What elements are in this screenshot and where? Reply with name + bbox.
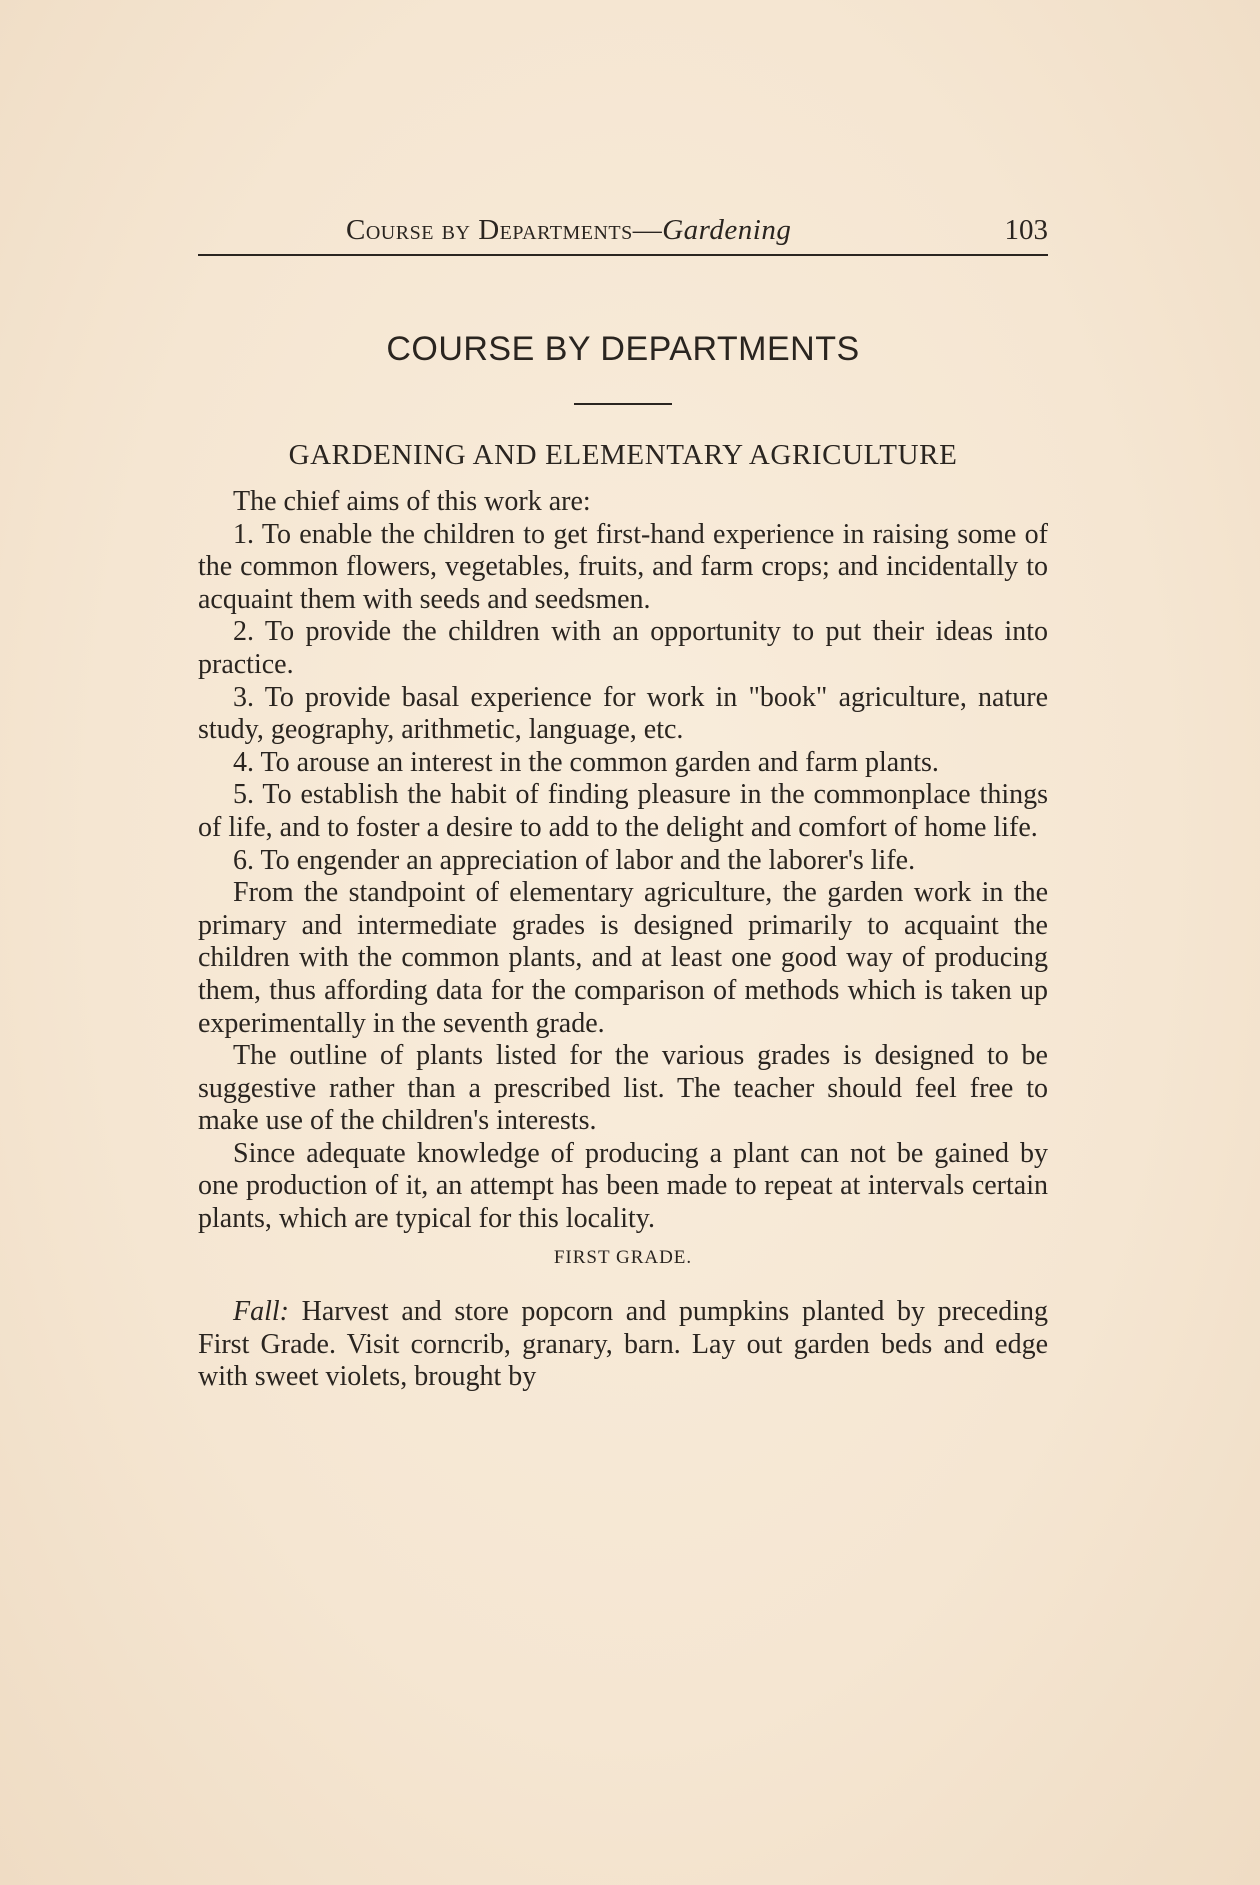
running-title-italic: Gardening <box>662 214 792 246</box>
aim-item: 2. To provide the children with an opportunity to put their ideas into practice. <box>198 616 1048 680</box>
aim-item: 5. To establish the habit of finding pleasure in the commonplace things of life, and to foster a desire to add to the delight and comfort of home life. <box>198 779 1048 843</box>
aim-item: 3. To provide basal experience for work in "book" agriculture, nature study, geography, arithmetic, language, etc. <box>198 681 1048 746</box>
fall-text: Harvest and store popcorn and pumpkins planted by preceding First Grade. Visit corncrib, granary, barn. Lay out garden beds and edge with sweet violets, brought by <box>198 1296 1048 1393</box>
running-title <box>346 214 791 247</box>
page-number: 103 <box>1004 214 1048 246</box>
aim-item: 1. To enable the children to get first-hand experience in raising some of the common flowers, vegetables, fruits, and farm crops; and incidentally to acquaint them with seeds and seedsmen. <box>198 518 1048 615</box>
section-title: GARDENING AND ELEMENTARY AGRICULTURE <box>288 439 958 471</box>
aim-item: 6. To engender an appreciation of labor and the laborer's life. <box>233 844 916 876</box>
body-paragraph: The outline of plants listed for the various grades is designed to be suggestive rather than a prescribed list. The teacher should feel free to make use of the children's interests. <box>198 1040 1048 1137</box>
intro-paragraph: The chief aims of this work are: <box>233 486 591 517</box>
chapter-title: COURSE BY DEPARTMENTS <box>386 330 860 368</box>
text-block <box>198 210 1048 1394</box>
running-header <box>198 210 1048 256</box>
body-paragraph: From the standpoint of elementary agriculture, the garden work in the primary and intermediate grades is designed primarily to acquaint the children with the common plants, and at least one good way of producing them, thus affording data for the comparison of methods which is taken up experimentally in the seventh grade. <box>198 877 1048 1039</box>
running-title-main: Course by Departments— <box>346 214 663 246</box>
body-text <box>198 486 1048 1394</box>
aim-item: 4. To arouse an interest in the common garden and farm plants. <box>233 746 939 778</box>
body-paragraph: Since adequate knowledge of producing a plant can not be gained by one production of it, an attempt has been made to repeat at intervals certain plants, which are typical for this locality. <box>198 1137 1048 1235</box>
grade-heading: FIRST GRADE. <box>553 1246 693 1268</box>
fall-paragraph <box>198 1296 1048 1394</box>
season-label: Fall: <box>233 1296 289 1328</box>
title-rule <box>574 403 672 405</box>
